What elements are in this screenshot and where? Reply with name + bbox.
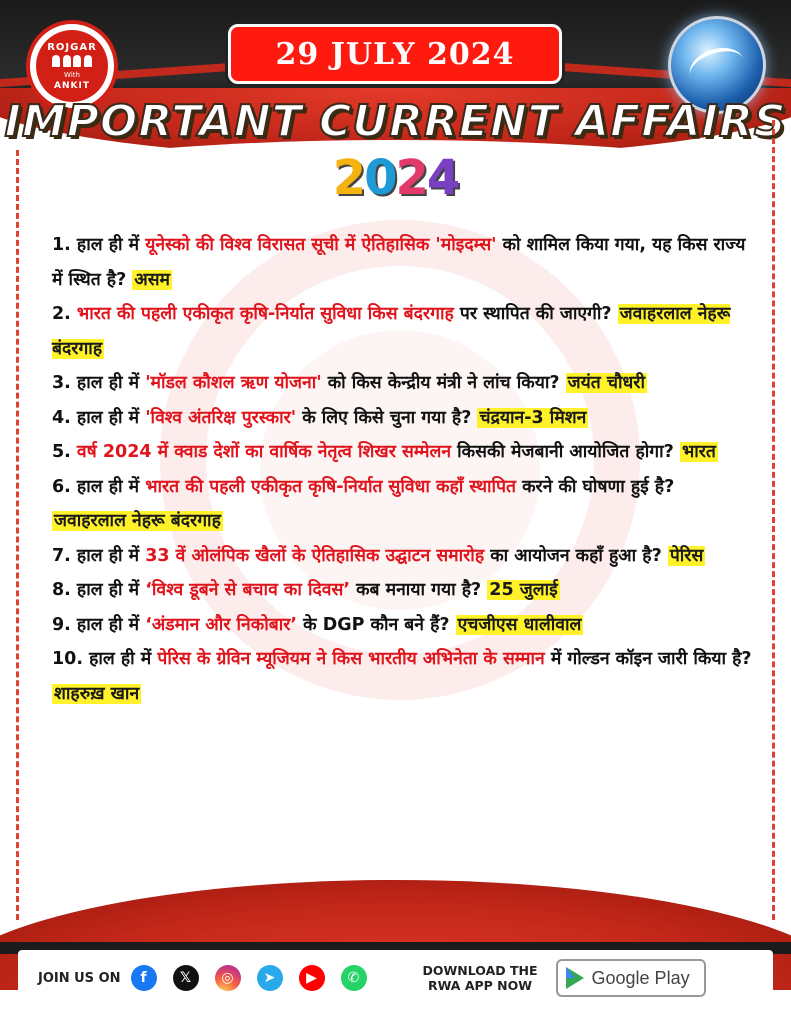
answer-highlight: भारत — [681, 442, 716, 462]
question-item — [52, 539, 752, 574]
instagram-icon[interactable]: ◎ — [215, 965, 241, 991]
answer-highlight: असम — [134, 269, 171, 290]
question-number: 5. — [52, 442, 71, 462]
answer-highlight: 25 जुलाई — [489, 580, 558, 600]
answer-highlight: जवाहरलाल नेहरू बंदरगाह — [52, 304, 731, 359]
logo-text-top: ROJGAR — [47, 41, 97, 53]
question-text: हाल ही में — [76, 373, 146, 393]
logo-text-mid: With — [64, 70, 80, 79]
question-number: 3. — [52, 373, 71, 393]
question-highlight: भारत की पहली एकीकृत कृषि-निर्यात सुविधा कहाँ स्थापित — [145, 476, 516, 497]
year-digit: 0 — [364, 150, 396, 206]
date-text: 29 JULY 2024 — [275, 36, 515, 72]
question-highlight: पेरिस के ग्रेविन म्यूजियम ने किस भारतीय अभिनेता के सम्मान — [157, 649, 545, 669]
telegram-icon[interactable]: ➤ — [257, 965, 283, 991]
question-text: हाल ही में — [76, 614, 146, 635]
question-highlight: भारत की पहली एकीकृत कृषि-निर्यात सुविधा किस बंदरगाह — [76, 304, 454, 324]
answer-highlight: जयंत चौधरी — [567, 373, 645, 393]
download-line-2: RWA APP NOW — [427, 978, 533, 993]
question-text: हाल ही में — [76, 235, 146, 255]
question-highlight: ‘अंडमान और निकोबार’ — [145, 614, 298, 635]
question-list — [52, 228, 752, 711]
question-item — [52, 642, 752, 711]
question-text: किसकी मेजबानी आयोजित होगा? — [451, 442, 680, 462]
page-title: IMPORTANT CURRENT AFFAIRS — [4, 96, 787, 147]
question-text: के DGP कौन बने हैं? — [297, 614, 456, 635]
question-text: हाल ही में — [89, 649, 158, 669]
youtube-icon[interactable]: ▶ — [299, 965, 325, 991]
question-item — [52, 401, 752, 436]
google-play-label: Google Play — [591, 967, 690, 988]
question-number: 1. — [52, 235, 71, 255]
question-text: को किस केन्द्रीय मंत्री ने लांच किया? — [321, 373, 566, 393]
question-text: के लिए किसे चुना गया है? — [296, 407, 478, 428]
question-item — [52, 297, 752, 366]
dashed-border-right — [772, 120, 775, 920]
question-item — [52, 573, 752, 608]
year-text — [0, 150, 791, 206]
year-digit: 2 — [332, 150, 365, 206]
question-text: कब मनाया गया है? — [350, 580, 488, 600]
footer-bar — [18, 950, 773, 1006]
dashed-border-left — [16, 150, 19, 920]
question-highlight: 'मॉडल कौशल ऋण योजना' — [145, 373, 322, 393]
question-text: हाल ही में — [76, 545, 146, 566]
question-text: को शामिल किया गया, यह किस राज्य में स्थित है? — [52, 235, 746, 290]
question-item — [52, 608, 752, 643]
answer-highlight: शाहरुख़ खान — [54, 683, 140, 704]
question-number: 8. — [52, 580, 71, 600]
year-digit: 4 — [426, 150, 459, 206]
answer-highlight: पेरिस — [669, 545, 704, 566]
question-item — [52, 366, 752, 401]
question-number: 4. — [52, 407, 71, 428]
download-line-1: DOWNLOAD THE — [422, 963, 538, 978]
logo-text-bottom: ANKIT — [54, 80, 90, 91]
date-badge — [228, 24, 562, 84]
year-digit: 2 — [395, 150, 427, 206]
facebook-icon[interactable]: f — [131, 965, 157, 991]
logo-people-icon — [52, 55, 92, 67]
answer-highlight: जवाहरलाल नेहरू बंदरगाह — [54, 511, 221, 531]
question-text: पर स्थापित की जाएगी? — [453, 304, 618, 324]
question-highlight: 'विश्व अंतरिक्ष पुरस्कार' — [145, 407, 297, 428]
question-number: 7. — [52, 545, 71, 566]
question-number: 2. — [52, 304, 71, 324]
question-item — [52, 435, 752, 470]
whatsapp-icon[interactable]: ✆ — [341, 965, 367, 991]
question-text: हाल ही में — [76, 580, 146, 600]
question-text: हाल ही में — [76, 476, 146, 497]
question-text: में गोल्डन कॉइन जारी किया है? — [544, 649, 752, 669]
question-highlight: 33 वें ओलंपिक खैलों के ऐतिहासिक उद्घाटन समारोह — [145, 545, 485, 566]
question-highlight: वर्ष 2024 में क्वाड देशों का वार्षिक नेतृत्व शिखर सम्मेलन — [76, 442, 452, 462]
join-label: JOIN US ON — [38, 970, 121, 986]
answer-highlight: एचजीएस धालीवाल — [457, 614, 582, 635]
x-icon[interactable]: 𝕏 — [173, 965, 199, 991]
question-number: 9. — [52, 614, 71, 635]
question-item — [52, 228, 752, 297]
answer-highlight: चंद्रयान-3 मिशन — [479, 407, 587, 428]
question-item — [52, 470, 752, 539]
question-text: का आयोजन कहाँ हुआ है? — [484, 545, 668, 566]
google-play-button[interactable] — [556, 959, 706, 997]
question-text: करने की घोषणा हुई है? — [516, 476, 675, 497]
question-text: हाल ही में — [76, 407, 146, 428]
question-highlight: ‘विश्व डूबने से बचाव का दिवस’ — [145, 580, 350, 600]
question-highlight: यूनेस्को की विश्व विरासत सूची में ऐतिहासिक 'मोइदम्स' — [145, 235, 497, 255]
question-number: 10. — [52, 649, 84, 669]
download-text — [423, 963, 538, 993]
question-number: 6. — [52, 476, 71, 497]
play-store-icon — [566, 967, 584, 989]
